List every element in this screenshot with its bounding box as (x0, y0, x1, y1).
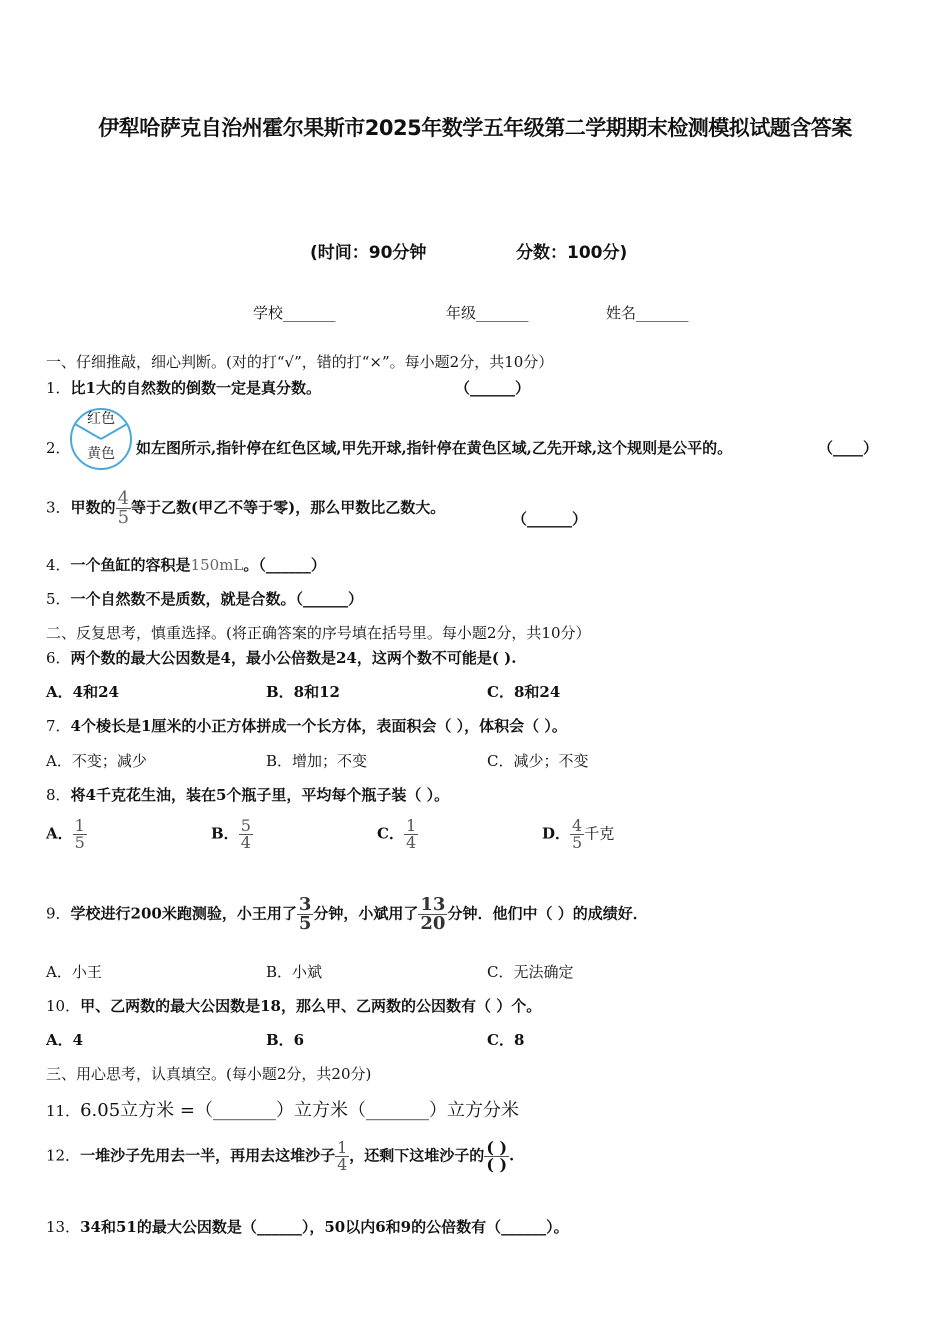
fraction: $\frac{13}{20}$ (420, 894, 446, 934)
fraction: $\frac{4}{5}$ (117, 488, 130, 528)
question-text-pre: 学校进行200米跑测验，小王用了 (70, 904, 297, 923)
question-7 (46, 715, 567, 736)
question-number: 10． (46, 997, 81, 1015)
question-2-number: 2． (46, 439, 71, 457)
unit-text: 150mL (190, 556, 244, 574)
question-1 (46, 377, 321, 398)
question-text: 比1大的自然数的倒数一定是真分数。 (70, 379, 321, 397)
section-1-heading: 一、仔细推敲，细心判断。(对的打“√”，错的打“×”。每小题2分，共10分） (46, 353, 554, 371)
fraction: $\frac{3}{5}$ (298, 894, 312, 934)
question-2-text: 如左图所示,指针停在红色区域,甲先开球,指针停在黄色区域,乙先开球,这个规则是公平的。 (136, 439, 733, 457)
red-region-label: 红色 (87, 411, 115, 427)
question-text-tail: . (509, 1146, 515, 1165)
option-c[interactable]: C．8和24 (487, 683, 561, 701)
question-text: 两个数的最大公因数是4，最小公倍数是24，这两个数不可能是( ). (70, 649, 517, 667)
question-number: 4． (46, 556, 71, 574)
question-number: 9． (46, 904, 71, 923)
grade-field[interactable]: 年级_______ (446, 304, 529, 322)
question-text: 一个鱼缸的容积是 (70, 556, 191, 574)
question-6 (46, 647, 517, 668)
question-text: 一个自然数不是质数，就是合数。（______） (70, 590, 364, 608)
option-c[interactable]: C．减少；不变 (487, 752, 589, 770)
option-d[interactable]: D． $\frac{4}{5}$ 千克 (542, 816, 615, 852)
option-c[interactable]: C． $\frac{1}{4}$ (377, 816, 417, 852)
option-a[interactable]: A．4 (46, 1031, 84, 1049)
answer-blank[interactable]: （____） (818, 439, 879, 457)
question-text-tail: 分钟．他们中（ ）的成绩好． (447, 904, 648, 923)
option-b[interactable]: B．8和12 (266, 683, 340, 701)
option-b[interactable]: B． $\frac{5}{4}$ (211, 816, 251, 852)
option-b[interactable]: B．小斌 (266, 963, 323, 981)
school-field[interactable]: 学校_______ (253, 304, 336, 322)
time-info: (时间：90分钟 (310, 243, 427, 263)
option-b[interactable]: B．增加；不变 (266, 752, 368, 770)
question-text: 4个棱长是1厘米的小正方体拼成一个长方体，表面积会（ ），体积会（ ）。 (70, 717, 567, 735)
fraction: $\frac{1}{5}$ (74, 816, 85, 852)
option-b[interactable]: B．6 (266, 1031, 305, 1049)
question-12 (46, 1140, 514, 1173)
option-a[interactable]: A．4和24 (46, 683, 119, 701)
fraction: $\frac{4}{5}$ (572, 816, 583, 852)
question-9 (46, 896, 648, 933)
question-text[interactable]: 34和51的最大公因数是（______），50以内6和9的公倍数有（______）。 (80, 1218, 569, 1236)
question-number: 7． (46, 717, 71, 735)
spinner-wheel-icon (69, 407, 133, 471)
exam-title: 伊犁哈萨克自治州霍尔果斯市2025年数学五年级第二学期期末检测模拟试题含答案 (98, 116, 852, 140)
section-2-heading: 二、反复思考，慎重选择。(将正确答案的序号填在括号里。每小题2分，共10分） (46, 624, 591, 642)
section-3-heading: 三、用心思考，认真填空。(每小题2分，共20分) (46, 1065, 372, 1083)
question-text: 将4千克花生油，装在5个瓶子里，平均每个瓶子装（ ）。 (70, 786, 450, 804)
question-number: 12． (46, 1146, 81, 1165)
question-4 (46, 554, 326, 575)
option-c[interactable]: C．8 (487, 1031, 525, 1049)
question-text-pre: 甲数的 (70, 498, 116, 517)
question-number: 6． (46, 649, 71, 667)
question-number: 8． (46, 786, 71, 804)
answer-blank[interactable]: （______） (512, 510, 588, 528)
question-text-mid: 分钟，小斌用了 (313, 904, 419, 923)
question-number: 13． (46, 1218, 81, 1236)
answer-fraction[interactable]: $\frac{( )}{( )}$ (486, 1138, 508, 1174)
yellow-region-label: 黄色 (87, 446, 115, 462)
fraction: $\frac{5}{4}$ (240, 816, 251, 852)
fraction: $\frac{1}{4}$ (337, 1138, 348, 1174)
answer-blank[interactable]: （______） (455, 379, 531, 397)
option-a[interactable]: A．小王 (46, 963, 102, 981)
option-c[interactable]: C．无法确定 (487, 963, 574, 981)
question-10 (46, 995, 541, 1016)
option-a[interactable]: A． $\frac{1}{5}$ (46, 816, 85, 852)
question-8 (46, 784, 449, 805)
question-text: 等于乙数(甲乙不等于零)，那么甲数比乙数大。 (131, 498, 446, 517)
question-number: 11． (46, 1102, 81, 1120)
question-5 (46, 588, 363, 609)
question-text: 甲、乙两数的最大公因数是18，那么甲、乙两数的公因数有（ ）个。 (80, 997, 542, 1015)
score-info: 分数：100分) (516, 243, 628, 263)
question-number: 5． (46, 590, 71, 608)
name-field[interactable]: 姓名_______ (606, 304, 689, 322)
question-13 (46, 1216, 569, 1237)
option-a[interactable]: A．不变；减少 (46, 752, 147, 770)
question-text[interactable]: 6.05立方米 =（_______）立方米（_______）立方分米 (80, 1100, 519, 1121)
fraction: $\frac{1}{4}$ (405, 816, 417, 852)
question-3 (46, 490, 445, 527)
question-number: 1． (46, 379, 71, 397)
answer-blank[interactable]: 。（______） (243, 556, 326, 574)
question-text-mid: ，还剩下这堆沙子的 (349, 1146, 485, 1165)
question-number: 3． (46, 498, 71, 517)
question-11 (46, 1096, 519, 1122)
question-text-pre: 一堆沙子先用去一半，再用去这堆沙子 (80, 1146, 336, 1165)
